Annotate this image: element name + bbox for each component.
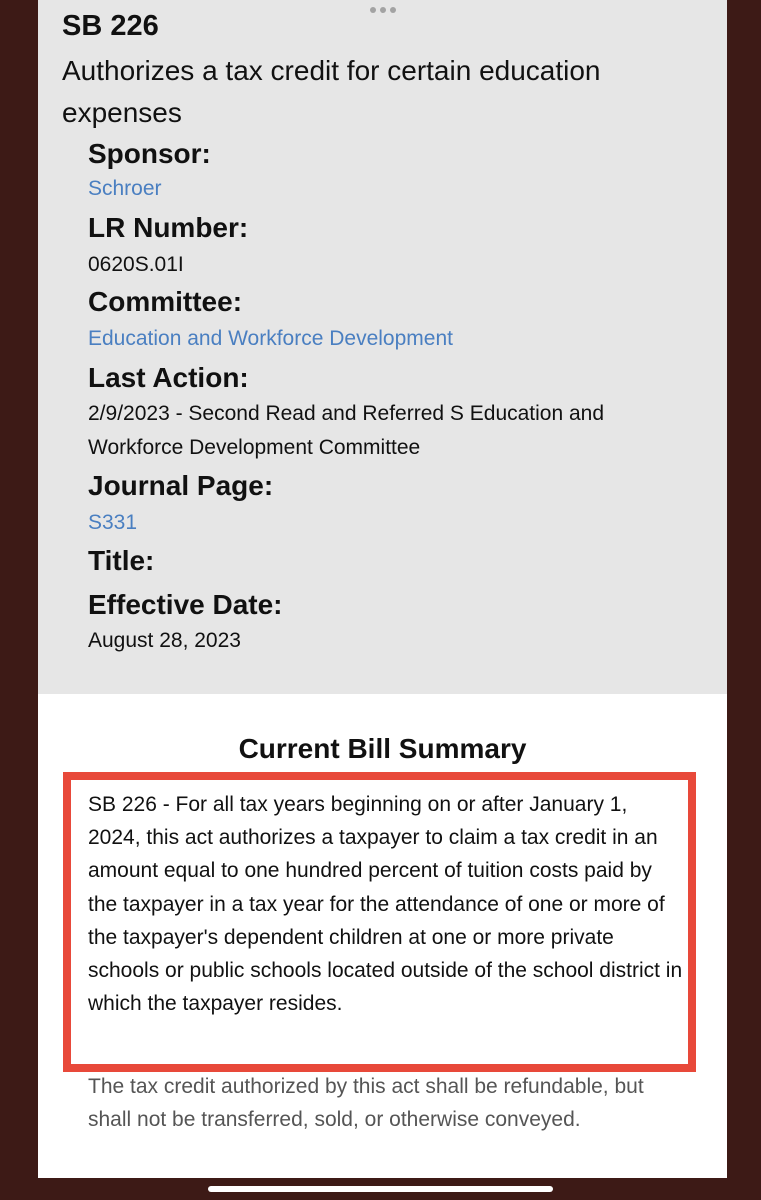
bill-description: Authorizes a tax credit for certain education expenses bbox=[62, 55, 601, 128]
journal-page-label: Journal Page: bbox=[88, 470, 274, 501]
title-label: Title: bbox=[88, 545, 155, 576]
lr-number-value: 0620S.01I bbox=[88, 253, 184, 276]
last-action-value: 2/9/2023 - Second Read and Referred S Education and Workforce Development Committee bbox=[88, 402, 605, 459]
dot bbox=[370, 7, 376, 13]
last-action-label: Last Action: bbox=[88, 362, 249, 393]
bill-number: SB 226 bbox=[62, 10, 159, 42]
more-horizontal-icon[interactable] bbox=[370, 6, 396, 14]
bill-detail-card bbox=[38, 0, 727, 1178]
dot bbox=[390, 7, 396, 13]
lr-number-label: LR Number: bbox=[88, 212, 249, 243]
effective-date-value: August 28, 2023 bbox=[88, 629, 241, 652]
dot bbox=[380, 7, 386, 13]
bill-info-panel bbox=[38, 0, 727, 694]
sponsor-label: Sponsor: bbox=[88, 138, 211, 169]
effective-date-label: Effective Date: bbox=[88, 589, 283, 620]
home-indicator[interactable] bbox=[208, 1186, 553, 1192]
journal-page-link[interactable]: S331 bbox=[88, 511, 138, 534]
committee-label: Committee: bbox=[88, 286, 243, 317]
summary-paragraph: SB 226 - For all tax years beginning on or after January 1, 2024, this act authorizes a taxpayer to claim a tax credit in an amount equal to one hundred percent of tuition costs paid by the taxpayer in a tax year for the attendance of one or more of the taxpayer's dependent children at one or more private schools or public schools located outside of the school district in which the taxpayer resides. bbox=[88, 793, 683, 1016]
summary-heading: Current Bill Summary bbox=[238, 733, 527, 764]
summary-paragraph-secondary: The tax credit authorized by this act shall be refundable, but shall not be transferred, sold, or otherwise conveyed. bbox=[88, 1075, 644, 1131]
sponsor-link[interactable]: Schroer bbox=[88, 177, 162, 200]
committee-link[interactable]: Education and Workforce Development bbox=[88, 327, 453, 350]
